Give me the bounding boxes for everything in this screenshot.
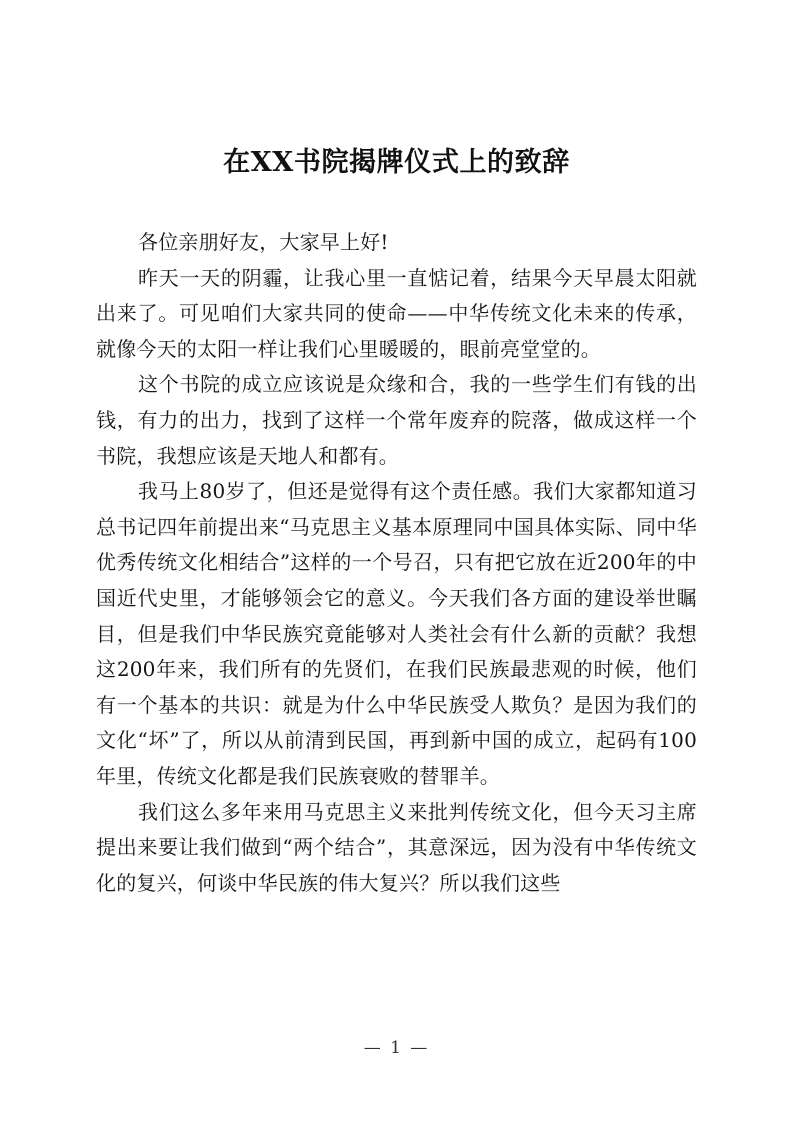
paragraph: 我们这么多年来用马克思主义来批判传统文化，但今天习主席提出来要让我们做到“两个结合”，其意深远，因为没有中华传统文化的复兴，何谈中华民族的伟大复兴？所以我们这些	[96, 799, 697, 895]
page-content	[96, 0, 697, 901]
page-number-footer: — 1 —	[363, 1038, 430, 1058]
paragraph: 昨天一天的阴霾，让我心里一直惦记着，结果今天早晨太阳就出来了。可见咱们大家共同的使命——中华传统文化未来的传承，就像今天的太阳一样让我们心里暖暖的，眼前亮堂堂的。	[96, 265, 697, 361]
paragraph: 这个书院的成立应该说是众缘和合，我的一些学生们有钱的出钱，有力的出力，找到了这样一个常年废弃的院落，做成这样一个书院，我想应该是天地人和都有。	[96, 372, 697, 468]
page-title: 在XX书院揭牌仪式上的致辞	[223, 147, 570, 178]
paragraph: 各位亲朋好友，大家早上好!	[138, 230, 389, 254]
paragraph: 我马上80岁了，但还是觉得有这个责任感。我们大家都知道习总书记四年前提出来“马克思主义基本原理同中国具体实际、同中华优秀传统文化相结合”这样的一个号召，只有把它放在近200年的中国近代史里，才能够领会它的意义。今天我们各方面的建设举世瞩目，但是我们中华民族究竟能够对人类社会有什么新的贡献？我想这200年来，我们所有的先贤们，在我们民族最悲观的时候，他们有一个基本的共识：就是为什么中华民族受人欺负？是因为我们的文化“坏”了，所以从前清到民国，再到新中国的成立，起码有100年里，传统文化都是我们民族衰败的替罪羊。	[96, 479, 697, 788]
document-body	[96, 225, 697, 901]
